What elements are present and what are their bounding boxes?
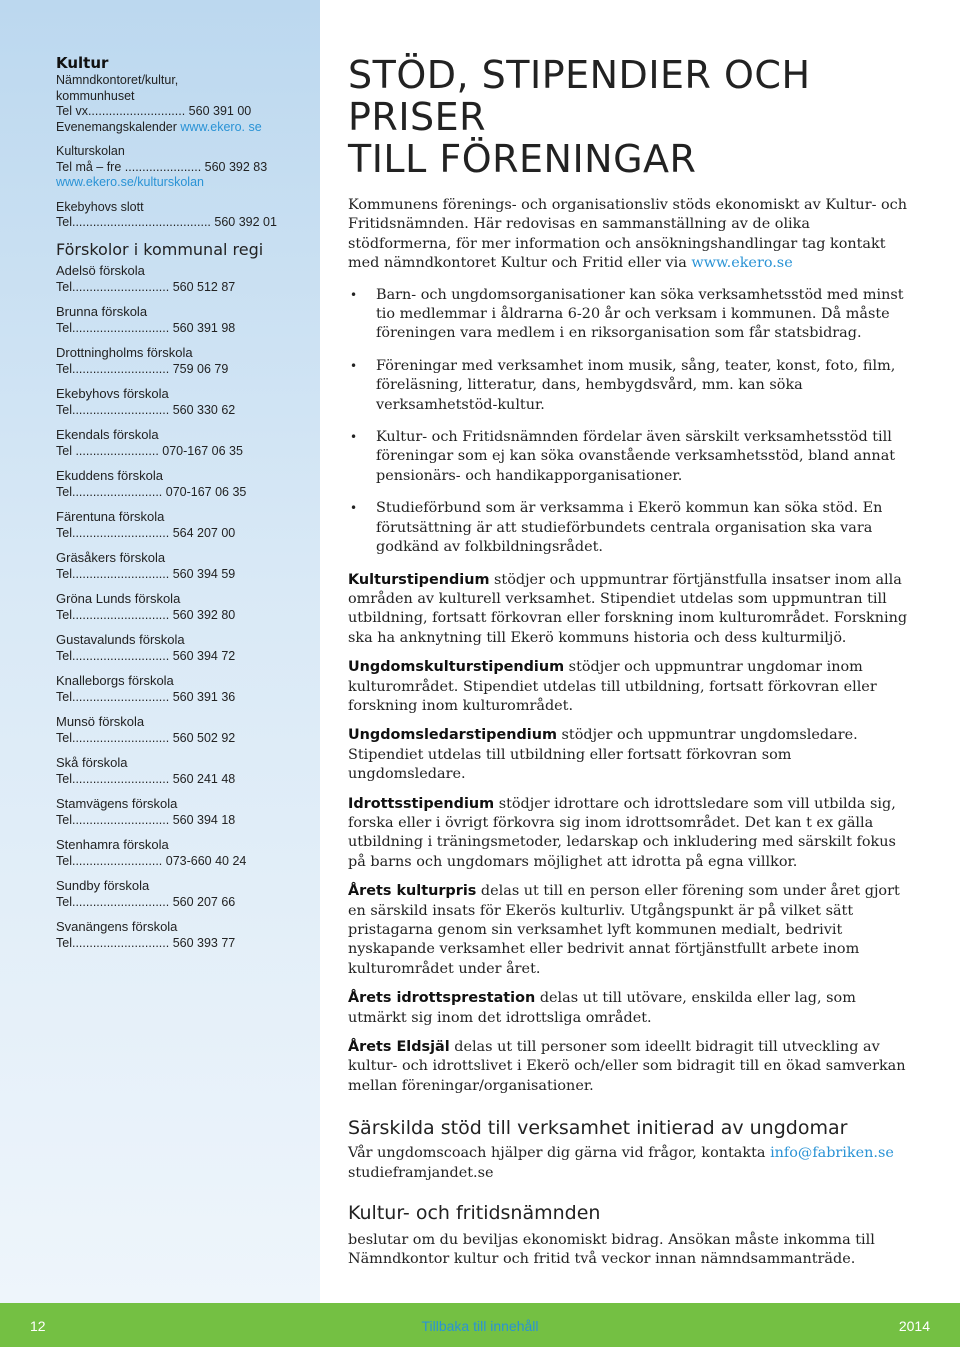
kultur-line: kommunhuset [56,88,135,103]
forskola-name: Stenhamra förskola [56,836,169,852]
support-list-item [348,428,910,486]
forskola-name: Gustavalunds förskola [56,631,185,647]
intro-link[interactable]: www.ekero.se [691,255,793,272]
forskola-name: Ekebyhovs förskola [56,385,169,401]
forskola-phone: Tel............................ 560 391 36 [56,689,236,704]
forskola-phone: Tel............................ 564 207 00 [56,525,236,540]
forskola-entry [56,386,320,418]
forskola-entry [56,714,320,746]
forskola-phone: Tel............................ 560 241 48 [56,771,236,786]
grant-term: Årets idrottsprestation [348,990,536,1007]
footer-year: 2014 [898,1318,930,1334]
ekebyhovs-slott-section [56,200,320,231]
support-item-text: Studieförbund som är verksamma i Ekerö kommun kan söka stöd. En förutsättning är att studieförbundets centrala organisation ska vara godkänd av folkbildningsrådet. [376,500,883,556]
forskolor-heading: Förskolor i kommunal regi [56,239,264,259]
support-list-item [348,357,910,415]
grant-text: stödjer och uppmuntrar förtjänstfulla insatser inom alla områden av kulturell verksamhet. Stipendiet utdelas som uppmuntran till utbildning, fortsatt förkovran eller forskning inom kulturområdet. Forskning ska ha anknytning till Ekerö kommuns historia och dess kulturmiljö. [348,571,908,646]
forskola-entry [56,755,320,787]
support-item-text: Föreningar med verksamhet inom musik, sång, teater, konst, foto, film, föreläsning, litteratur, dans, hembygdsvård, mm. kan söka verksamhetstöd-kultur. [376,357,896,413]
forskola-phone: Tel.......................... 070-167 06 35 [56,484,247,499]
grant-paragraph [348,1038,910,1096]
bullet-icon: • [350,501,358,516]
forskola-phone: Tel............................ 560 393 77 [56,935,236,950]
forskola-entry [56,345,320,377]
special-support-text-2: studieframjandet.se [348,1164,494,1181]
grant-text: delas ut till utövare, enskilda eller lag, som utmärkt sig inom det idrottsliga området. [348,990,856,1026]
forskola-entry [56,550,320,582]
forskola-entry [56,632,320,664]
back-to-contents-link[interactable]: Tillbaka till innehåll [421,1318,539,1334]
ekebyhovs-slott-heading: Ekebyhovs slott [56,199,144,214]
grant-term: Idrottsstipendium [348,795,495,812]
grant-term: Ungdomskulturstipendium [348,659,565,676]
grant-term: Årets Eldsjäl [348,1039,450,1056]
forskola-phone: Tel............................ 560 502 92 [56,730,236,745]
forskola-name: Adelsö förskola [56,262,145,278]
kultur-heading: Kultur [56,54,109,72]
special-support-paragraph [348,1144,910,1183]
special-support-heading: Särskilda stöd till verksamhet initierad av ungdomar [348,1117,848,1140]
forskola-phone: Tel............................ 560 394 59 [56,566,236,581]
grant-paragraph [348,795,910,873]
forskola-phone: Tel............................ 560 392 80 [56,607,236,622]
bullet-icon: • [350,287,358,302]
forskola-phone: Tel............................ 560 391 98 [56,320,236,335]
grant-term: Ungdomsledarstipendium [348,727,557,744]
support-list [348,286,910,558]
forskola-name: Sundby förskola [56,877,150,893]
forskola-name: Ekuddens förskola [56,467,163,483]
kulturskolan-section [56,144,320,191]
page-number: 12 [30,1318,46,1334]
support-list-item [348,499,910,557]
forskola-name: Stamvägens förskola [56,795,178,811]
page-title-line: TILL FÖRENINGAR [348,137,697,181]
kultur-line: Nämndkontoret/kultur, [56,73,179,87]
forskola-name: Drottningholms förskola [56,344,193,360]
grant-paragraph [348,989,910,1028]
forskola-entry [56,837,320,869]
forskola-entry [56,468,320,500]
forskola-name: Färentuna förskola [56,508,165,524]
kulturskolan-phone: Tel må – fre ...................... 560 392 83 [56,159,268,174]
grant-term: Årets kulturpris [348,883,477,900]
grant-text: stödjer idrottare och idrottsledare som vill utbilda sig, forska eller i övrigt förkovra sig inom idrottsområdet. Det kan t ex gälla utbildning i träningsmetoder, ledarskap och inkludering med särskilt fokus på barns och ungdomars möjlighet att idrotta på egna villkor. [348,795,896,870]
grant-term: Kulturstipendium [348,571,490,588]
forskola-name: Ekendals förskola [56,426,159,442]
forskola-entry [56,427,320,459]
kulturskolan-link[interactable]: www.ekero.se/kulturskolan [56,175,204,189]
forskola-name: Skå förskola [56,754,128,770]
page-title-line: STÖD, STIPENDIER OCH PRISER [348,53,811,139]
forskola-phone: Tel............................ 759 06 79 [56,361,229,376]
evenemangskalender-line [56,120,320,136]
grant-paragraph [348,571,910,649]
grant-text: delas ut till en person eller förening som under året gjort en särskild insats för Ekerös kulturliv. Utgångspunkt är på vilket sätt pristagarna genom sin verksamhet lyft kommunen medialt, bedrivit nyskapande verksamhet eller bedrivit annat förtjänstfullt arbete inom kulturområdet under året. [348,883,900,977]
support-item-text: Barn- och ungdomsorganisationer kan söka verksamhetsstöd med minst tio medlemmar i åldrarna 6-20 år och verksam i kommunen. Då måste föreningen vara medlem i en riksorganisation som får statsbidrag. [376,286,904,342]
grant-text: stödjer och uppmuntrar ungdomsledare. Stipendiet utdelas till utbildning eller fortsatt förkovran som ungdomsledare. [348,727,858,783]
forskola-phone: Tel............................ 560 394 18 [56,812,236,827]
support-list-item [348,286,910,344]
forskola-name: Gräsåkers förskola [56,549,166,565]
forskola-entry [56,796,320,828]
kulturskolan-heading: Kulturskolan [56,144,125,158]
special-support-text: Vår ungdomscoach hjälper dig gärna vid frågor, kontakta [348,1145,771,1162]
forskola-entry [56,878,320,910]
forskola-entry [56,509,320,541]
forskola-name: Brunna förskola [56,303,148,319]
forskola-phone: Tel............................ 560 512 87 [56,279,236,294]
forskola-name: Gröna Lunds förskola [56,590,181,606]
forskola-entry [56,673,320,705]
forskola-phone: Tel............................ 560 207 66 [56,894,236,909]
forskola-entry [56,591,320,623]
forskola-phone: Tel ........................ 070-167 06 35 [56,443,243,458]
grant-paragraph [348,658,910,716]
forskola-entry [56,919,320,951]
grant-text: stödjer och uppmuntrar ungdomar inom kulturområdet. Stipendiet utdelas till utbildning, fortsatt förkovran eller forskning inom kulturområdet. [348,659,877,714]
bullet-icon: • [350,358,358,373]
namnden-paragraph: beslutar om du beviljas ekonomiskt bidrag. Ansökan måste inkomma till Nämndkontor kultur och fritid två veckor innan nämndsammanträde. [348,1232,875,1268]
forskola-name: Knalleborgs förskola [56,672,174,688]
intro-text: Kommunens förenings- och organisationsliv stöds ekonomiskt av Kultur- och Fritidsnämnden. Här redovisas en sammanställning av de olika stödformerna, för mer information och ansökningshandlingar tag kontakt med nämndkontoret Kultur och Fritid eller via [348,197,907,272]
grant-paragraph [348,726,910,784]
forskola-entry [56,263,320,295]
forskola-name: Munsö förskola [56,713,145,729]
evenemangskalender-link[interactable]: www.ekero. se [180,119,262,134]
forskola-name: Svanängens förskola [56,918,178,934]
bullet-icon: • [350,430,358,445]
forskola-phone: Tel............................ 560 394 72 [56,648,236,663]
forskola-entry [56,304,320,336]
main-content [348,54,910,1270]
contact-sidebar [0,0,320,1303]
forskola-phone: Tel............................ 560 330 62 [56,402,236,417]
page-footer [0,1303,960,1347]
grant-text: delas ut till personer som ideellt bidragit till utveckling av kultur- och idrottslivet i Ekerö och/eller som bidragit till en ökad samverkan mellan föreningar/organisationer. [348,1039,906,1094]
email-link[interactable]: info@fabriken.se [770,1145,894,1162]
kultur-phone: Tel vx............................ 560 391 00 [56,104,252,118]
kultur-section [56,54,320,135]
namnden-heading: Kultur- och fritidsnämnden [348,1202,601,1225]
support-item-text: Kultur- och Fritidsnämnden fördelar även särskilt verksamhetsstöd till föreningar som ej kan söka ovanstående verksamhetsstöd, bland annat pensionärs- och handikapporganisationer. [376,429,896,484]
grant-paragraph [348,882,910,979]
ekebyhovs-slott-phone: Tel........................................ 560 392 01 [56,215,277,229]
page-title [348,54,910,180]
intro-paragraph [348,196,910,274]
forskola-phone: Tel.......................... 073-660 40 24 [56,853,247,868]
evenemangskalender-label: Evenemangskalender [56,119,181,134]
